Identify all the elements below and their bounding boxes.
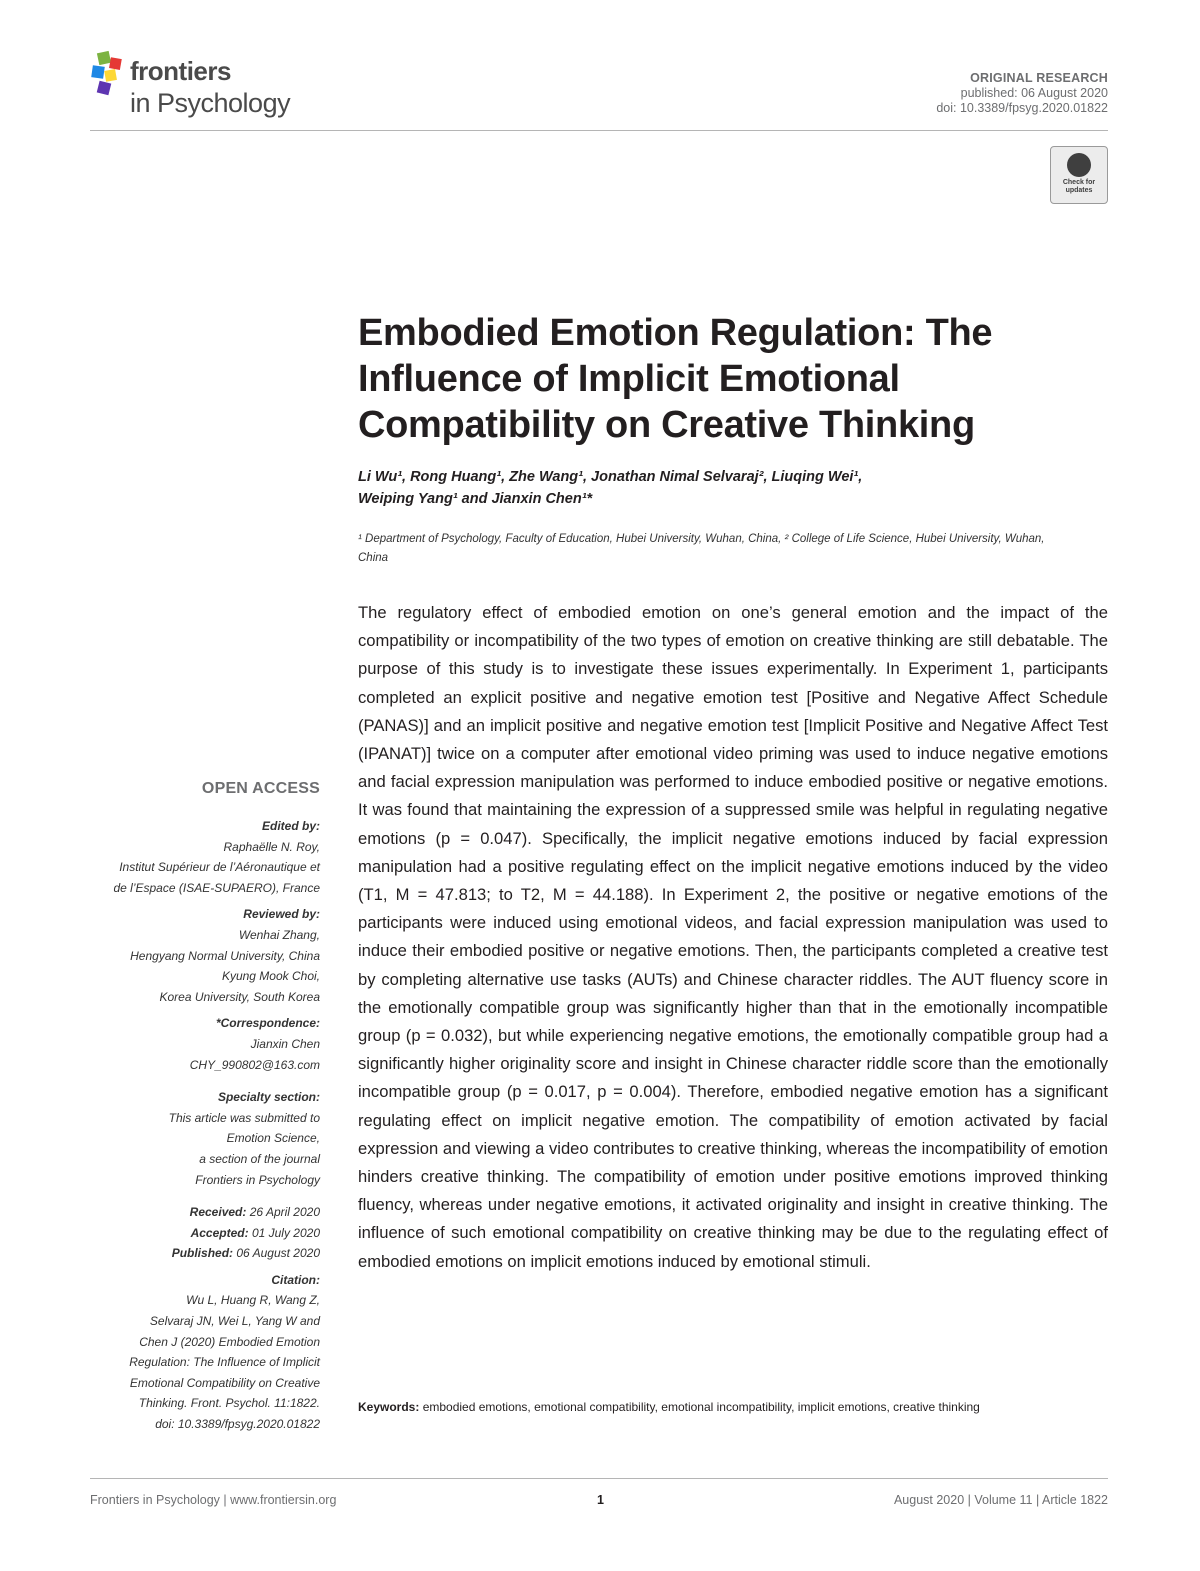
frontiers-logo-icon [88,50,128,98]
update-icon [1067,153,1091,177]
page-number: 1 [597,1493,604,1507]
keywords-text: embodied emotions, emotional compatibility, emotional incompatibility, implicit emotions, creative thinking [422,1400,980,1414]
specialty-line-3: a section of the journal [199,1151,320,1166]
article-title: Embodied Emotion Regulation: The Influence of Implicit Emotional Compatibility on Creative Thinking [358,312,993,446]
received-label: Received: [189,1205,247,1220]
accepted-label: Accepted: [190,1225,249,1240]
check-for-updates-label: Check for updates [1062,179,1096,194]
edited-by-label: Edited by: [261,819,320,833]
article-meta [936,71,1108,116]
article-type: ORIGINAL RESEARCH [970,71,1108,85]
logo-wordmark-bottom: in Psychology [130,88,291,118]
check-for-updates-button[interactable] [1050,146,1108,204]
specialty-line-4: Frontiers in Psychology [195,1172,320,1187]
footer-issue-info: August 2020 | Volume 11 | Article 1822 [893,1493,1108,1507]
logo-wordmark-top: frontiers [130,56,231,86]
editor-affiliation-2: de l’Espace (ISAE-SUPAERO), France [113,880,320,895]
editor-name: Raphaëlle N. Roy, [223,839,320,854]
received-date [80,1202,320,1223]
published-label: Published: [171,1246,234,1261]
specialty-line-1: This article was submitted to [168,1110,320,1125]
reviewer-1-name: Wenhai Zhang, [238,927,320,942]
citation-line-3: Chen J (2020) Embodied Emotion [139,1334,320,1349]
citation-line-7[interactable]: doi: 10.3389/fpsyg.2020.01822 [155,1417,320,1432]
reviewer-2-name: Kyung Mook Choi, [221,969,320,984]
correspondence-name: Jianxin Chen [250,1036,320,1051]
correspondence-label: *Correspondence: [215,1016,320,1031]
citation-line-2: Selvaraj JN, Wei L, Yang W and [149,1314,320,1329]
affiliations: ¹ Department of Psychology, Faculty of Education, Hubei University, Wuhan, China, ² College of Life Science, Hubei University, Wuhan, China [358,533,1045,564]
citation-line-1: Wu L, Huang R, Wang Z, [186,1293,320,1308]
author-line-1: Li Wu¹, Rong Huang¹, Zhe Wang¹, Jonathan Nimal Selvaraj², Liuqing Wei¹, [358,469,863,485]
specialty-section-label: Specialty section: [217,1090,320,1105]
received-value: 26 April 2020 [249,1205,320,1220]
published-date: published: 06 August 2020 [960,86,1108,100]
keywords [358,1398,1108,1417]
editor-affiliation-1: Institut Supérieur de l’Aéronautique et [119,860,320,875]
abstract: The regulatory effect of embodied emotion on one’s general emotion and the impact of the compatibility or incompatibility of the two types of emotion on creative thinking are still debatable. The purpose of this study is to investigate these issues experimentally. In Experiment 1, participants completed an explicit positive and negative emotion test [Positive and Negative Affect Schedule (PANAS)] and an implicit positive and negative emotion test [Implicit Positive and Negative Affect Test (IPANAT)] twice on a computer after emotional video priming was used to induce negative emotions and facial expression manipulation was performed to induce embodied positive or negative emotions. It was found that maintaining the expression of a suppressed smile was helpful in regulating negative emotions (p = 0.047). Specifically, the implicit negative emotions induced by facial expression manipulation had a positive regulating effect on the implicit negative emotions induced by the video (T1, M = 47.813; to T2, M = 44.188). In Experiment 2, the positive or negative emotions of the participants were induced using emotional videos, and facial expression manipulation was used to induce their embodied positive or negative emotions. Then, the participants completed a creative test by completing alternative use tasks (AUTs) and Chinese character riddles. The AUT fluency score in the emotionally compatible group was significantly higher than that in the emotionally incompatible group (p = 0.032), but while experiencing negative emotions, the emotionally compatible group had a significantly higher originality score and insight in Chinese character riddle score than the emotionally incompatible group (p = 0.017, p = 0.004). Therefore, embodied negative emotion has a significant regulating effect on implicit negative emotion. The compatibility of emotion activated by facial expression and viewing a video contributes to creative thinking, whereas the incompatibility of emotion hinders creative thinking. The compatibility of emotion under positive emotions improved thinking fluency, whereas under negative emotions, it activated originality and insight in creative thinking. The influence of such emotional compatibility on creative thinking may be due to the regulating effect of embodied emotions on implicit emotions induced by emotional stimuli. [358,603,1108,1271]
article-doi[interactable]: doi: 10.3389/fpsyg.2020.01822 [936,101,1108,115]
author-list [358,466,1118,510]
footer-divider [90,1478,1108,1479]
specialty-line-2: Emotion Science, [226,1131,320,1146]
citation-label: Citation: [271,1272,320,1287]
accepted-value: 01 July 2020 [251,1225,320,1240]
footer-journal-link[interactable]: Frontiers in Psychology | www.frontiersin.org [90,1493,337,1507]
citation-line-5: Emotional Compatibility on Creative [129,1375,320,1390]
header-divider [90,130,1108,131]
accepted-date [80,1223,320,1244]
reviewer-1-affiliation: Hengyang Normal University, China [130,948,320,963]
correspondence-email[interactable]: CHY_990802@163.com [189,1057,320,1072]
citation-line-6: Thinking. Front. Psychol. 11:1822. [138,1396,320,1411]
open-access-label: OPEN ACCESS [201,780,320,797]
keywords-label: Keywords: [358,1400,420,1414]
published-value: 06 August 2020 [236,1246,320,1261]
journal-logo [88,50,318,125]
article-sidebar [80,778,320,1435]
citation-line-4: Regulation: The Influence of Implicit [129,1355,320,1370]
published-date-sidebar [80,1243,320,1264]
reviewed-by-label: Reviewed by: [243,907,320,922]
reviewer-2-affiliation: Korea University, South Korea [159,989,320,1004]
author-line-2: Weiping Yang¹ and Jianxin Chen¹* [358,491,593,507]
